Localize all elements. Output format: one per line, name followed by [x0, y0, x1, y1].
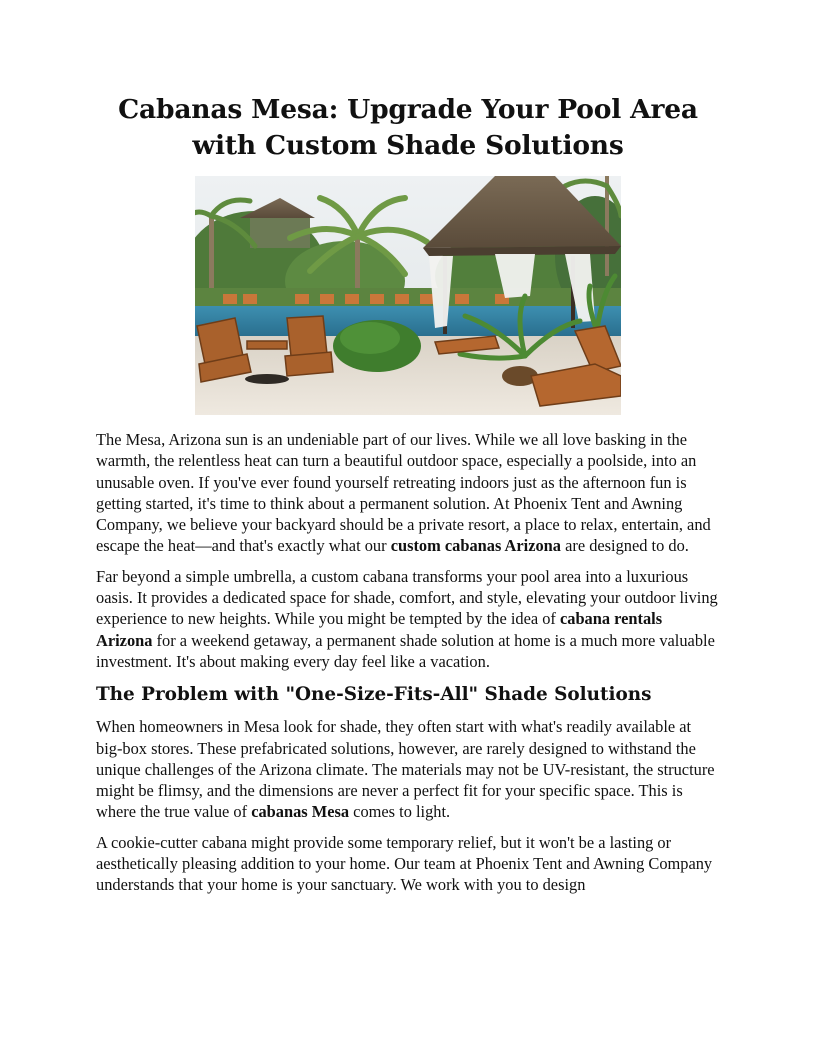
paragraph-beyond-text-b: for a weekend getaway, a permanent shade solution at home is a much more valuable investment. It's about making every day feel like a vacation. [96, 630, 715, 671]
keyword-custom-cabanas-arizona: custom cabanas Arizona [390, 536, 561, 556]
page-title: Cabanas Mesa: Upgrade Your Pool Area with Custom Shade Solutions [118, 94, 698, 161]
paragraph-cookie-cutter: A cookie-cutter cabana might provide some temporary relief, but it won't be a lasting or aesthetically pleasing addition to your home. Our team at Phoenix Tent and Awning Company understands that your home is your sanctuary. We work with you to design [96, 832, 713, 895]
paragraph-beyond-text-a: Far beyond a simple umbrella, a custom cabana transforms your pool area into a luxurious oasis. It provides a dedicated space for shade, comfort, and style, elevating your outdoor living experience to new heights. While you might be tempted by the idea of [96, 566, 718, 629]
section-heading: The Problem with "One-Size-Fits-All" Shade Solutions [96, 684, 652, 706]
paragraph-big-box-text-a: When homeowners in Mesa look for shade, they often start with what's readily available at big-box stores. These prefabricated solutions, however, are rarely designed to withstand the unique challenges of the Arizona climate. The materials may not be UV-resistant, the structure might be flimsy, and the dimensions are never a perfect fit for your specific space. This is where the true value of [96, 717, 715, 822]
paragraph-big-box-text-b: comes to light. [349, 802, 451, 822]
keyword-cabana-rentals-arizona: cabana rentals Arizona [96, 609, 663, 650]
paragraph-intro-text-b: are designed to do. [560, 536, 689, 556]
paragraph-beyond-umbrella [96, 566, 720, 672]
paragraph-intro-text-a: The Mesa, Arizona sun is an undeniable part of our lives. While we all love basking in the warmth, the relentless heat can turn a beautiful outdoor space, especially a poolside, into an unusable oven. If you've ever found yourself retreating indoors just as the afternoon fun is getting started, it's time to think about a permanent solution. At Phoenix Tent and Awning Company, we believe your backyard should be a private resort, a place to relax, entertain, and escape the heat—and that's exactly what our [96, 430, 711, 556]
paragraph-intro [96, 429, 720, 557]
keyword-cabanas-mesa: cabanas Mesa [251, 802, 350, 822]
document-page [96, 92, 720, 896]
cabana-pool-photo [195, 176, 621, 415]
paragraph-big-box [96, 716, 720, 822]
